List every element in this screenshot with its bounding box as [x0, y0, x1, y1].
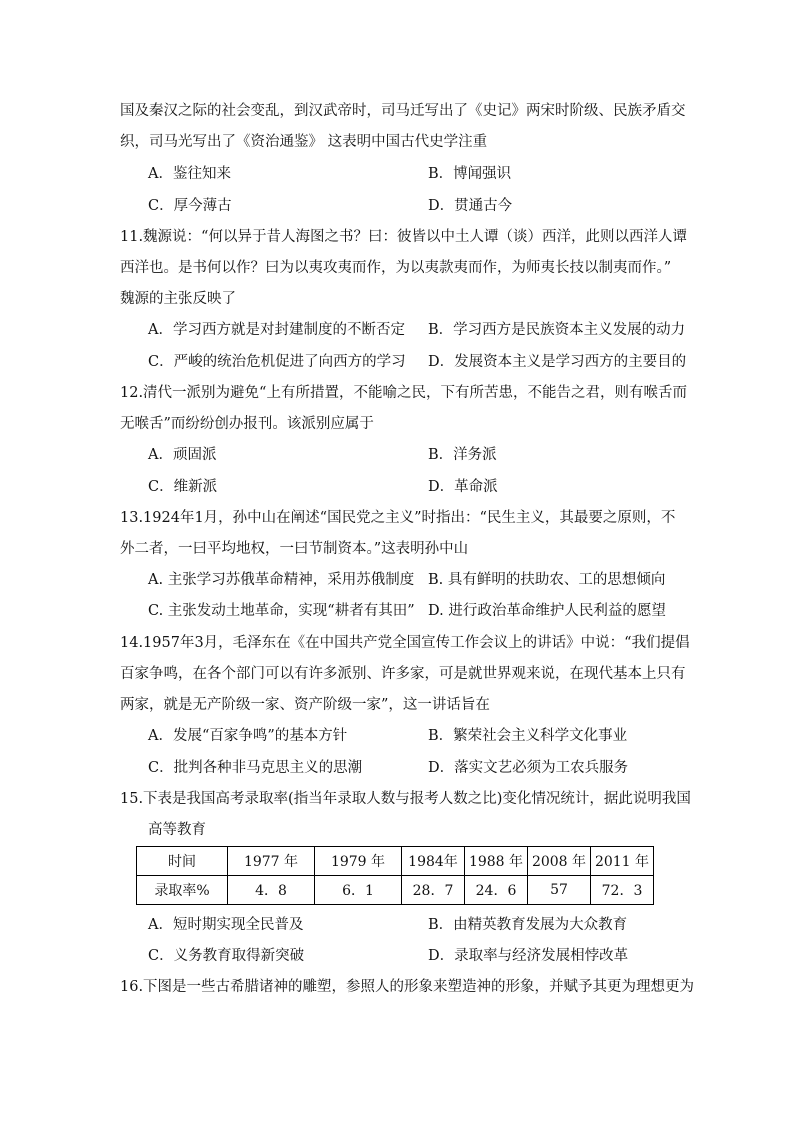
q14-option-d: D．落实文艺必须为工农兵服务: [428, 760, 629, 776]
table-header-cell: 时间: [137, 847, 228, 876]
q12-line-1: 12.清代一派别为避免“上有所措置，不能喻之民，下有所苦患，不能告之君，则有喉舌而: [120, 385, 687, 401]
q15-line-1: 15.下表是我国高考录取率(指当年录取人数与报考人数之比)变化情况统计，据此说明我国: [120, 791, 691, 807]
q13-option-a: A. 主张学习苏俄革命精神，采用苏俄制度: [148, 572, 415, 588]
q15-option-a: A．短时期实现全民普及: [148, 917, 304, 933]
q16-line-1: 16.下图是一些古希腊诸神的雕塑，参照人的形象来塑造神的形象，并赋予其更为理想更为: [120, 979, 695, 995]
q14-line-1: 14.1957年3月，毛泽东在《在中国共产党全国宣传工作会议上的讲话》中说：“我们提倡: [120, 635, 690, 651]
table-header-cell: 1977 年: [228, 847, 315, 876]
q11-line-2: 西洋也。是书何以作？曰为以夷攻夷而作，为以夷款夷而作，为师夷长技以制夷而作。”: [120, 260, 672, 276]
q11-line-3: 魏源的主张反映了: [120, 291, 236, 307]
table-row: [137, 876, 654, 905]
table-header-cell: 2011 年: [591, 847, 654, 876]
q11-line-1: 11.魏源说：“何以异于昔人海图之书？曰：彼皆以中土人谭（谈）西洋，此则以西洋人谭: [120, 229, 687, 245]
table-header-cell: 1984年: [402, 847, 465, 876]
table-cell: 24．6: [465, 876, 528, 905]
q15-option-d: D．录取率与经济发展相悖改革: [428, 948, 629, 964]
table-cell: 57: [528, 876, 591, 905]
q13-option-b: B. 具有鲜明的扶助农、工的思想倾向: [428, 572, 666, 588]
q13-option-d: D. 进行政治革命维护人民利益的愿望: [428, 603, 666, 619]
q11-option-b: B．学习西方是民族资本主义发展的动力: [428, 322, 686, 338]
q15-option-c: C．义务教育取得新突破: [148, 948, 305, 964]
q10-option-d: D．贯通古今: [428, 198, 513, 214]
q13-line-2: 外二者，一曰平均地权，一曰节制资本。”这表明孙中山: [120, 541, 469, 557]
q14-line-3: 两家，就是无产阶级一家、资产阶级一家”，这一讲话旨在: [120, 697, 490, 713]
q15-option-b: B．由精英教育发展为大众教育: [428, 917, 628, 933]
q10-option-b: B．博闻强识: [428, 166, 512, 182]
intro-line-2: 织，司马光写出了《资治通鉴》 这表明中国古代史学注重: [120, 134, 488, 150]
table-cell: 28．7: [402, 876, 465, 905]
table-header-row: [137, 847, 654, 876]
q14-option-a: A．发展“百家争鸣”的基本方针: [148, 728, 348, 744]
table-cell: 72．3: [591, 876, 654, 905]
q14-line-2: 百家争鸣，在各个部门可以有许多派别、许多家，可是就世界观来说，在现代基本上只有: [120, 666, 686, 682]
q13-line-1: 13.1924年1月，孙中山在阐述“国民党之主义”时指出：“民生主义，其最要之原则，不: [120, 510, 676, 526]
q11-option-c: C．严峻的统治危机促进了向西方的学习: [148, 354, 406, 370]
q12-line-2: 无喉舌”而纷纷创办报刊。该派别应属于: [120, 416, 374, 432]
q10-option-a: A．鉴往知来: [148, 166, 231, 182]
q11-option-d: D．发展资本主义是学习西方的主要目的: [428, 354, 687, 370]
q15-line-2: 高等教育: [148, 822, 206, 838]
q13-option-c: C. 主张发动土地革命，实现“耕者有其田”: [148, 603, 415, 619]
q14-option-b: B．繁荣社会主义科学文化事业: [428, 728, 628, 744]
intro-line-1: 国及秦汉之际的社会变乱，到汉武帝时，司马迁写出了《史记》两宋时阶级、民族矛盾交: [120, 103, 686, 119]
table-header-cell: 1979 年: [315, 847, 402, 876]
q12-option-b: B．洋务派: [428, 447, 497, 463]
q14-option-c: C．批判各种非马克思主义的思潮: [148, 760, 363, 776]
q12-option-d: D．革命派: [428, 479, 498, 495]
table-header-cell: 1988 年: [465, 847, 528, 876]
table-cell: 6．1: [315, 876, 402, 905]
table-header-cell: 2008 年: [528, 847, 591, 876]
q10-option-c: C．厚今薄古: [148, 198, 232, 214]
table-cell: 录取率%: [137, 876, 228, 905]
q12-option-c: C．维新派: [148, 479, 218, 495]
q11-option-a: A．学习西方就是对封建制度的不断否定: [148, 322, 405, 338]
admission-rate-table: [136, 846, 654, 905]
q12-option-a: A．顽固派: [148, 447, 217, 463]
table-cell: 4．8: [228, 876, 315, 905]
